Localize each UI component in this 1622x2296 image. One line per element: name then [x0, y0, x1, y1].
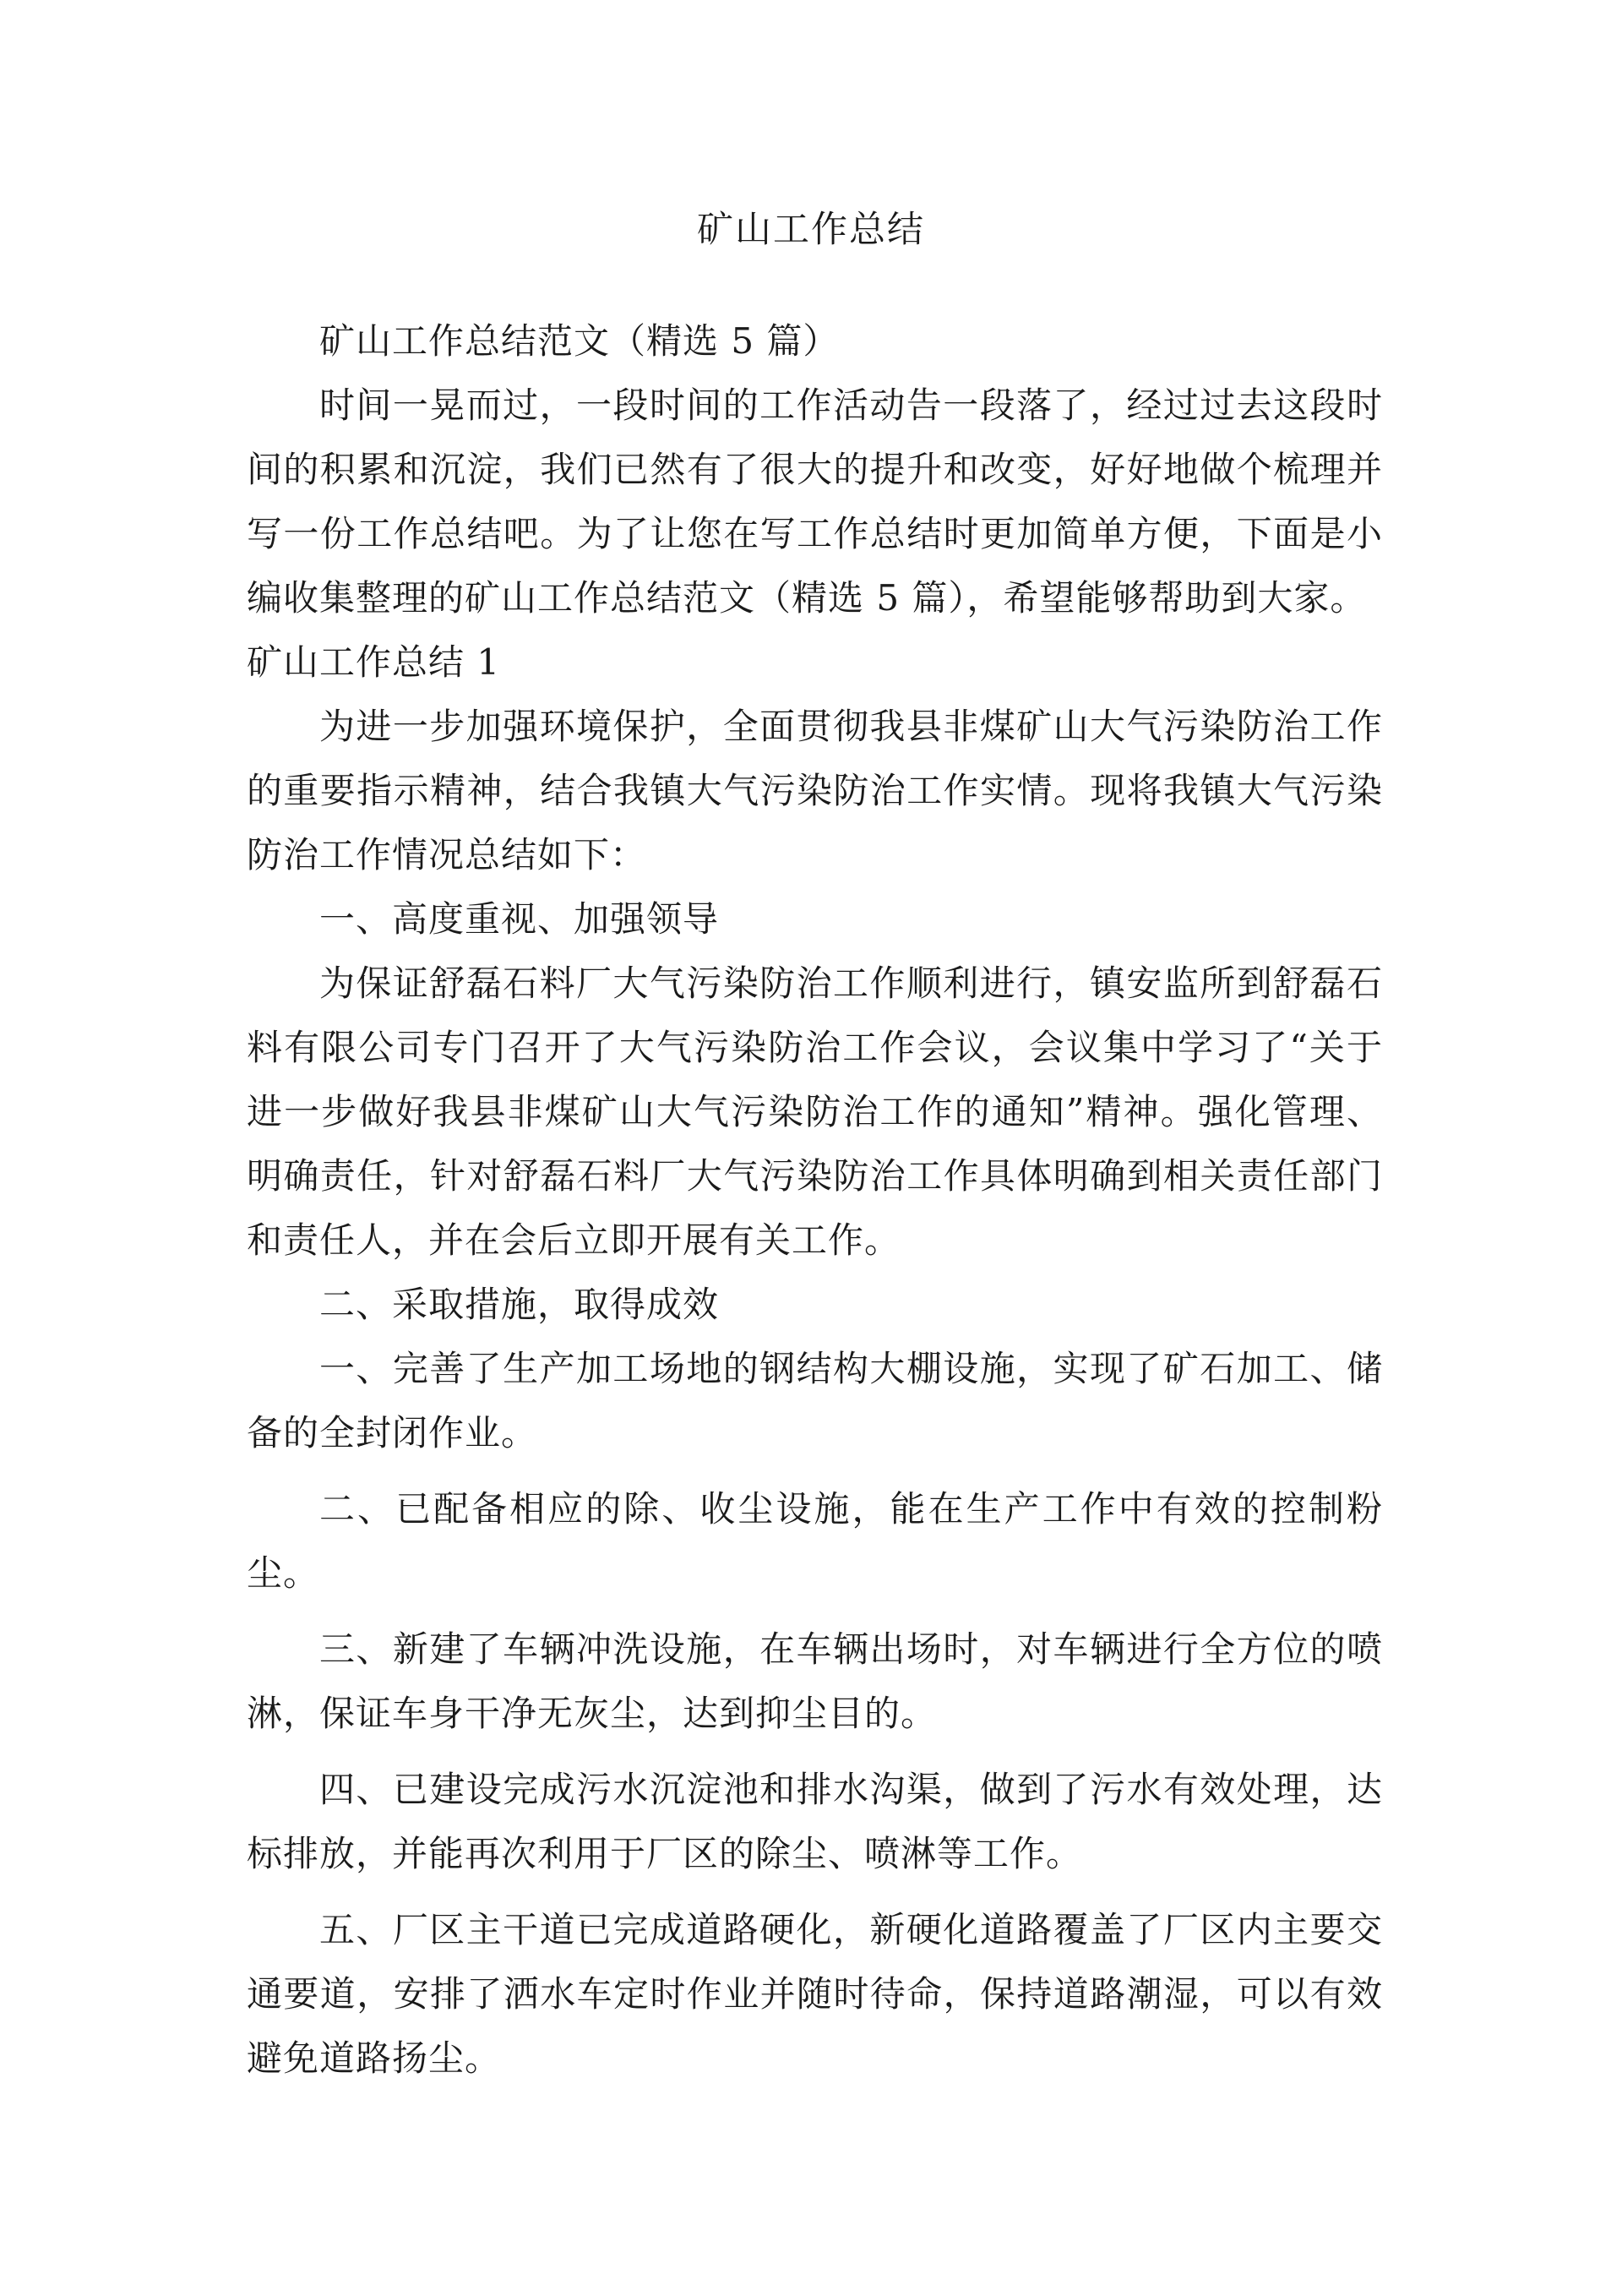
section-intro-paragraph: 为进一步加强环境保护，全面贯彻我县非煤矿山大气污染防治工作的重要指示精神，结合我镇大气污染防治工作实情。现将我镇大气污染防治工作情况总结如下： — [247, 706, 1383, 875]
document-body — [247, 309, 1383, 2091]
part1-heading: 一、高度重视、加强领导 — [319, 898, 720, 940]
document-title: 矿山工作总结 — [697, 209, 925, 251]
intro-paragraph: 时间一晃而过，一段时间的工作活动告一段落了，经过过去这段时间的积累和沉淀，我们已然有了很大的提升和改变，好好地做个梳理并写一份工作总结吧。为了让您在写工作总结时更加简单方便，下面是小编收集整理的矿山工作总结范文（精选 5 篇），希望能够帮助到大家。 — [247, 384, 1383, 619]
measure-paragraph: 二、已配备相应的除、收尘设施，能在生产工作中有效的控制粉尘。 — [247, 1488, 1383, 1594]
document-subtitle: 矿山工作总结范文（精选 5 篇） — [319, 320, 840, 362]
measure-paragraph: 四、已建设完成污水沉淀池和排水沟渠，做到了污水有效处理，达标排放，并能再次利用于厂区的除尘、喷淋等工作。 — [247, 1769, 1383, 1874]
part2-heading: 二、采取措施，取得成效 — [319, 1284, 720, 1325]
measure-paragraph: 三、新建了车辆冲洗设施，在车辆出场时，对车辆进行全方位的喷淋，保证车身干净无灰尘，达到抑尘目的。 — [247, 1628, 1383, 1734]
measure-paragraph: 五、厂区主干道已完成道路硬化，新硬化道路覆盖了厂区内主要交通要道，安排了洒水车定时作业并随时待命，保持道路潮湿，可以有效避免道路扬尘。 — [247, 1909, 1383, 2079]
part1-paragraph: 为保证舒磊石料厂大气污染防治工作顺利进行，镇安监所到舒磊石料有限公司专门召开了大气污染防治工作会议，会议集中学习了“关于进一步做好我县非煤矿山大气污染防治工作的通知”精神。强化管理、明确责任，针对舒磊石料厂大气污染防治工作具体明确到相关责任部门和责任人，并在会后立即开展有关工作。 — [247, 963, 1383, 1261]
measure-paragraph: 一、完善了生产加工场地的钢结构大棚设施，实现了矿石加工、储备的全封闭作业。 — [247, 1348, 1383, 1453]
section-heading: 矿山工作总结 1 — [247, 641, 501, 683]
